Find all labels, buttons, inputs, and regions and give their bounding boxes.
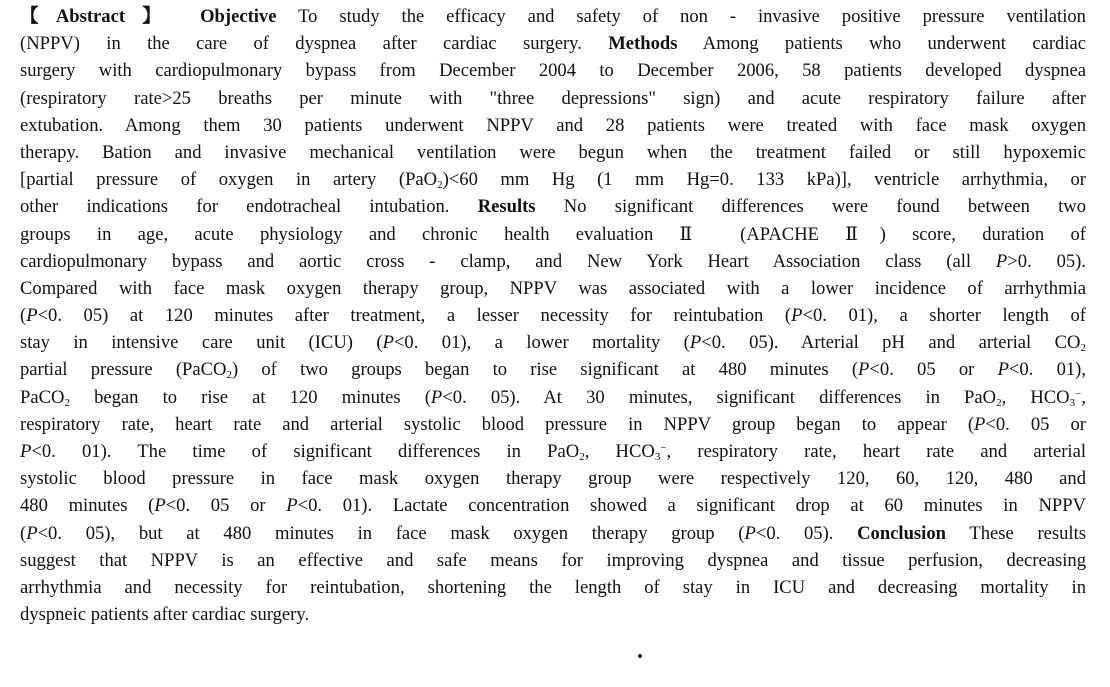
abstract-line: [20, 492, 1086, 519]
text-run: PaCO: [20, 386, 65, 408]
abstract-line: [20, 465, 1086, 492]
text-run: <0. 05). At 30 minutes, significant differences in PaO: [442, 386, 997, 408]
text-run: [partial pressure of oxygen in artery (PaO: [20, 169, 438, 191]
text-run: (: [20, 305, 27, 327]
text-run: dyspneic patients after cardiac surgery.: [20, 604, 310, 626]
abstract-line: [20, 166, 1086, 193]
text-run: , HCO: [584, 441, 655, 462]
text-run: <0. 01),: [1008, 359, 1086, 381]
text-run: (: [20, 522, 27, 544]
text-run: respiratory rate, heart rate and arterial systolic blood pressure in NPPV group began to appear (: [20, 413, 975, 435]
text-run: <0. 01), a lower mortality (: [393, 332, 690, 354]
text-run: 480 minutes (: [20, 495, 155, 517]
text-run: Compared with face mask oxygen therapy group, NPPV was associated with a lower incidence of arrhythmia: [20, 277, 1086, 299]
text-run: began to rise at 120 minutes (: [69, 386, 431, 408]
text-run: Among patients who underwent cardiac: [677, 33, 1086, 55]
subscript: 2: [579, 451, 585, 463]
italic-symbol: P: [154, 495, 166, 517]
text-run: partial pressure (PaCO: [20, 359, 227, 381]
abstract-line: [20, 384, 1086, 411]
abstract-line: [20, 85, 1086, 112]
italic-symbol: P: [20, 441, 32, 462]
italic-symbol: P: [286, 495, 298, 517]
subscript: 2: [996, 396, 1002, 409]
italic-symbol: P: [26, 305, 38, 327]
section-label: Results: [477, 196, 536, 218]
text-run: ,: [1081, 386, 1086, 408]
text-run: suggest that NPPV is an effective and safe means for improving dyspnea and tissue perfusion, decreasing: [20, 549, 1086, 571]
subscript: 2: [1080, 342, 1086, 355]
italic-symbol: P: [791, 305, 803, 327]
text-run: systolic blood pressure in face mask oxygen therapy group were respectively 120, 60, 120, 480 and: [20, 468, 1086, 490]
abstract-line: [20, 3, 1086, 30]
italic-symbol: P: [430, 386, 443, 408]
section-label: Conclusion: [857, 522, 946, 544]
abstract-line: [20, 139, 1086, 166]
stray-dot-mark: [638, 654, 642, 658]
section-label: 【Abstract】: [20, 6, 179, 27]
text-run: >0. 05).: [1007, 250, 1087, 272]
text-run: <0. 05).: [755, 522, 858, 544]
abstract-line: [20, 248, 1086, 275]
abstract-line: [20, 411, 1086, 438]
text-run: )<60 mm Hg (1 mm Hg=0. 133 kPa)], ventricle arrhythmia, or: [442, 169, 1086, 191]
text-run: other indications for endotracheal intubation.: [20, 196, 478, 218]
text-run: <0. 01), a shorter length of: [802, 305, 1086, 327]
abstract-line: [20, 547, 1086, 574]
subscript: 2: [437, 179, 443, 192]
italic-symbol: P: [744, 522, 756, 544]
text-run: , respiratory rate, heart rate and arterial: [666, 441, 1086, 462]
text-run: , HCO: [1001, 386, 1070, 408]
abstract-line: [20, 221, 1086, 248]
text-run: <0. 05 or: [165, 495, 287, 517]
text-run: surgery with cardiopulmonary bypass from December 2004 to December 2006, 58 patients developed dyspnea: [20, 60, 1086, 82]
section-label: Objective: [200, 6, 277, 27]
abstract-line: [20, 275, 1086, 302]
abstract-line: [20, 302, 1086, 329]
text-run: extubation. Among them 30 patients underwent NPPV and 28 patients were treated with face mask oxygen: [20, 114, 1086, 136]
subscript: 2: [64, 396, 70, 409]
text-run: arrhythmia and necessity for reintubation, shortening the length of stay in ICU and decreasing mortality in: [20, 576, 1086, 598]
abstract-line: [20, 193, 1086, 220]
text-run: To study the efficacy and safety of non - invasive positive pressure ventilation: [276, 6, 1086, 27]
italic-symbol: P: [689, 332, 702, 354]
text-run: <0. 01). The time of significant differences in PaO: [31, 441, 580, 462]
text-run: These results: [945, 522, 1086, 544]
text-run: stay in intensive care unit (ICU) (: [20, 332, 383, 354]
text-run: cardiopulmonary bypass and aortic cross - clamp, and New York Heart Association class (all: [20, 250, 996, 272]
text-run: <0. 05 or: [869, 359, 998, 381]
italic-symbol: P: [997, 359, 1009, 381]
text-run: therapy. Bation and invasive mechanical ventilation were begun when the treatment failed or still hypoxemic: [20, 141, 1086, 163]
text-run: ) of two groups began to rise significant at 480 minutes (: [231, 359, 859, 381]
abstract-line: [20, 30, 1086, 57]
text-run: <0. 05). Arterial pH and arterial CO: [701, 332, 1081, 354]
text-run: <0. 05) at 120 minutes after treatment, a lesser necessity for reintubation (: [37, 305, 792, 327]
abstract-line: [20, 520, 1086, 547]
abstract-line: [20, 574, 1086, 601]
abstract-body: [20, 3, 1086, 628]
text-run: <0. 05 or: [985, 413, 1086, 435]
subscript: 2: [226, 369, 232, 382]
italic-symbol: P: [382, 332, 394, 354]
italic-symbol: P: [974, 413, 986, 435]
abstract-line: [20, 356, 1086, 383]
abstract-line: [20, 57, 1086, 84]
italic-symbol: P: [995, 250, 1008, 272]
text-run: groups in age, acute physiology and chronic health evaluation Ⅱ (APACHE Ⅱ) score, duration of: [20, 223, 1086, 245]
subscript: 3: [654, 451, 661, 463]
italic-symbol: P: [858, 359, 870, 381]
text-run: (respiratory rate>25 breaths per minute with "three depressions" sign) and acute respiratory failure after: [20, 87, 1086, 109]
text-run: <0. 05), but at 480 minutes in face mask oxygen therapy group (: [37, 522, 745, 544]
text-run: <0. 01). Lactate concentration showed a significant drop at 60 minutes in NPPV: [297, 495, 1086, 517]
abstract-line: [20, 329, 1086, 356]
abstract-line: [20, 112, 1086, 139]
section-label: Methods: [608, 33, 678, 55]
superscript: −: [660, 442, 667, 454]
italic-symbol: P: [26, 522, 38, 544]
text-run: [178, 6, 200, 27]
abstract-line: [20, 601, 1086, 628]
text-run: (NPPV) in the care of dyspnea after cardiac surgery.: [20, 33, 609, 55]
abstract-line: [20, 438, 1086, 465]
subscript: 3: [1069, 396, 1076, 409]
superscript: −: [1075, 387, 1082, 400]
text-run: No significant differences were found between two: [535, 196, 1086, 218]
